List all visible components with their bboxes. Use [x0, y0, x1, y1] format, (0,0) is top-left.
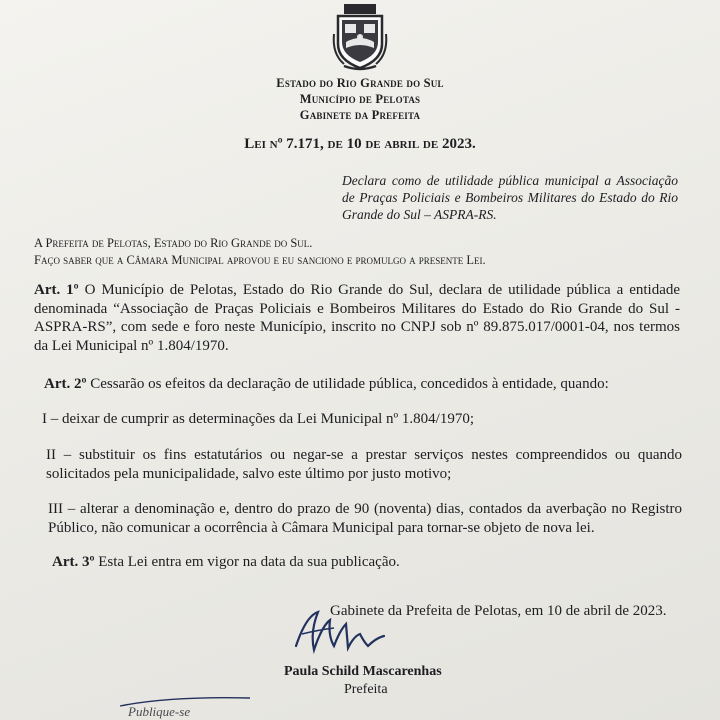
- article-2: [44, 375, 684, 394]
- header-state: Estado do Rio Grande do Sul: [276, 76, 444, 90]
- closing-place-date: Gabinete da Prefeita de Pelotas, em 10 de abril de 2023.: [330, 603, 667, 619]
- article-1: [34, 281, 680, 355]
- header-office: Gabinete da Prefeita: [299, 108, 421, 122]
- handwritten-signature: [288, 606, 398, 658]
- item-ii: II – substituir os fins estatutários ou negar-se a prestar serviços nestes compreendidos ou quando solicitados pela municipalidade, salvo este último por justo motivo;: [46, 447, 682, 482]
- signatory-role: Prefeita: [344, 682, 388, 697]
- article-1-text: O Município de Pelotas, Estado do Rio Grande do Sul, declara de utilidade pública a entidade denominada “Associação de Praças Policiais e Bombeiros Militares do Estado do Rio Grande do Sul - ASPRA-RS”, com sede e foro neste Município, inscrito no CNPJ sob nº 89.875.017/0001-04, nos termos da Lei Municipal nº 1.804/1970.: [34, 282, 681, 354]
- article-2-label: Art. 2º: [44, 376, 87, 392]
- article-3-text: Esta Lei entra em vigor na data da sua publicação.: [98, 554, 400, 570]
- preamble-line-1: A Prefeita de Pelotas, Estado do Rio Grande do Sul.: [34, 236, 313, 250]
- coat-of-arms-icon: [330, 4, 390, 72]
- article-3: [52, 553, 672, 572]
- item-i: I – deixar de cumprir as determinações da Lei Municipal nº 1.804/1970;: [42, 411, 475, 427]
- ementa: Declara como de utilidade pública municipal a Associação de Praças Policiais e Bombeiros Militares do Estado do Rio Grande do Sul – ASPRA-RS.: [342, 173, 678, 222]
- article-3-label: Art. 3º: [52, 554, 95, 570]
- header-municipality: Município de Pelotas: [299, 92, 421, 106]
- footer-publique-se: Publique-se: [128, 704, 191, 719]
- law-title: Lei nº 7.171, de 10 de abril de 2023.: [244, 136, 476, 152]
- item-iii: III – alterar a denominação e, dentro do prazo de 90 (noventa) dias, contados da averbação no Registro Público, não comunicar a ocorrência à Câmara Municipal para tornar-se objeto de nova lei.: [48, 501, 682, 536]
- article-1-label: Art. 1º: [34, 282, 79, 298]
- signatory-name: Paula Schild Mascarenhas: [284, 664, 442, 679]
- preamble-line-2: Faço saber que a Câmara Municipal aprovou e eu sanciono e promulgo a presente Lei.: [34, 253, 486, 267]
- article-2-text: Cessarão os efeitos da declaração de utilidade pública, concedidos à entidade, quando:: [90, 376, 609, 392]
